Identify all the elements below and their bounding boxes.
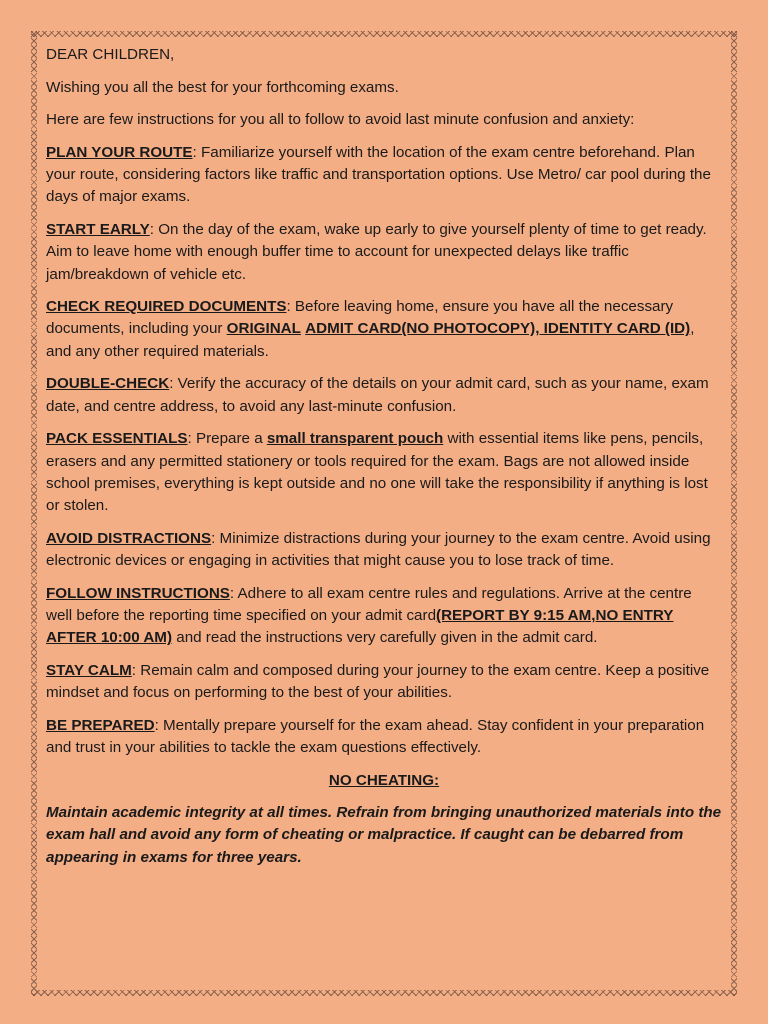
instruction-avoid-distractions: [46, 528, 722, 573]
admit-card-emphasis: ADMIT CARD(NO PHOTOCOPY), IDENTITY CARD (ID): [305, 320, 691, 338]
reporting-time-emphasis: (REPORT BY 9:15 AM,NO ENTRY AFTER 10:00 AM): [46, 606, 674, 647]
no-cheating-text: Maintain academic integrity at all times. Refrain from bringing unauthorized materials into the exam hall and avoid any form of cheating or malpractice. If caught can be debarred from appearing in exams for three years.: [46, 804, 722, 866]
intro-line: Here are few instructions for you all to follow to avoid last minute confusion and anxiety:: [46, 111, 635, 129]
border-left: [31, 31, 37, 996]
border-top: [31, 31, 737, 37]
instruction-text: : Minimize distractions during your journey to the exam centre. Avoid using electronic devices or engaging in activities that might cause you to lose track of time.: [46, 529, 711, 570]
wish-line: Wishing you all the best for your forthcoming exams.: [46, 78, 399, 96]
instruction-text: : Before leaving home, ensure you have all the necessary documents, including your: [46, 298, 674, 338]
no-cheating-heading-line: [46, 770, 722, 792]
no-cheating-heading: NO CHEATING:: [328, 771, 440, 789]
instruction-heading: START EARLY: [46, 220, 150, 238]
greeting: DEAR CHILDREN,: [46, 46, 175, 63]
instruction-heading: CHECK REQUIRED DOCUMENTS: [46, 298, 287, 316]
instruction-text: : Adhere to all exam centre rules and regulations. Arrive at the centre well before the reporting time specified on your admit card: [46, 584, 692, 624]
letter-body: [46, 44, 722, 879]
instruction-double-check: [46, 373, 722, 418]
border-right: [731, 31, 737, 996]
instruction-heading: STAY CALM: [46, 661, 132, 679]
instruction-text-end: , and any other required materials.: [46, 320, 695, 360]
instruction-be-prepared: [46, 715, 722, 760]
instruction-start-early: [46, 219, 722, 286]
original-emphasis: ORIGINAL: [226, 320, 301, 338]
instruction-text: : On the day of the exam, wake up early to give yourself plenty of time to get ready. Aim to leave home with enough buffer time to account for unexpected delays like traffic jam/breakdown of vehicle etc.: [46, 220, 707, 283]
instruction-text: : Verify the accuracy of the details on your admit card, such as your name, exam date, and centre address, to avoid any last-minute confusion.: [46, 375, 709, 415]
instruction-heading: DOUBLE-CHECK: [46, 375, 170, 393]
instruction-text-end: with essential items like pens, pencils, erasers and any permitted stationery or tools required for the exam. Bags are not allowed inside school premises, everything is kept outside and no one will take the responsibility if anything is lost or stolen.: [46, 430, 708, 515]
instruction-heading: BE PREPARED: [46, 716, 155, 734]
instruction-text-end: and read the instructions very carefully given in the admit card.: [172, 629, 598, 647]
instruction-heading: PACK ESSENTIALS: [46, 430, 188, 448]
instruction-heading: FOLLOW INSTRUCTIONS: [46, 584, 230, 602]
instruction-text: : Mentally prepare yourself for the exam ahead. Stay confident in your preparation and trust in your abilities to tackle the exam questions effectively.: [46, 716, 705, 756]
instruction-stay-calm: [46, 660, 722, 705]
instruction-text: : Prepare a: [187, 430, 267, 448]
border-bottom: [31, 990, 737, 996]
instruction-documents: [46, 296, 722, 363]
instruction-text: : Familiarize yourself with the location of the exam centre beforehand. Plan your route, considering factors like traffic and transportation options. Use Metro/ car pool during the days of major exams.: [46, 143, 711, 206]
pouch-emphasis: small transparent pouch: [266, 430, 444, 448]
instruction-heading: AVOID DISTRACTIONS: [46, 529, 212, 547]
instruction-heading: PLAN YOUR ROUTE: [46, 143, 193, 161]
instruction-follow-instructions: [46, 583, 722, 650]
instruction-pack-essentials: [46, 428, 722, 517]
instruction-text: : Remain calm and composed during your journey to the exam centre. Keep a positive mindset and focus on performing to the best of your abilities.: [46, 661, 710, 702]
instruction-plan-route: [46, 142, 722, 209]
